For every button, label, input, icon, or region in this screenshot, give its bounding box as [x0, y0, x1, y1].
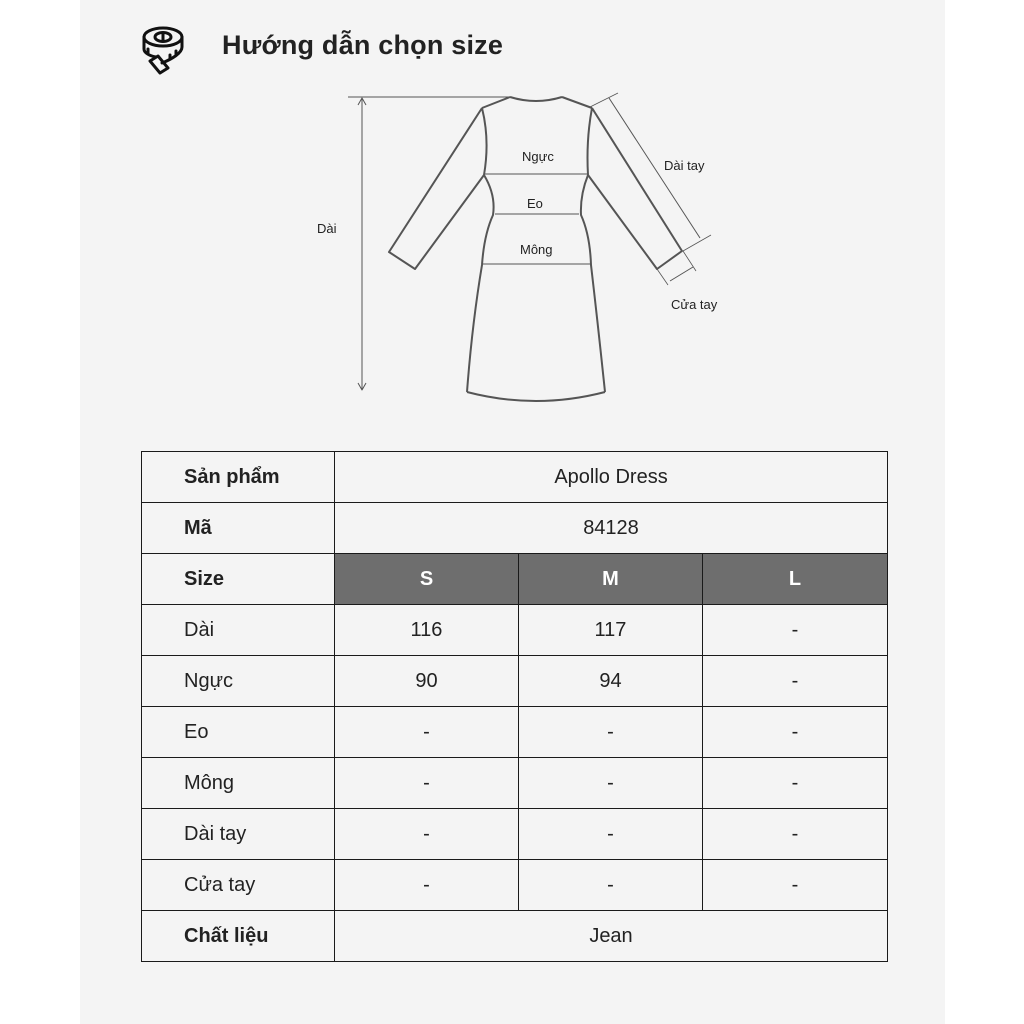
cell: -	[703, 860, 888, 911]
size-header-s: S	[335, 554, 519, 605]
row-label: Eo	[142, 707, 335, 758]
row-label: Cửa tay	[142, 860, 335, 911]
row-label: Dài tay	[142, 809, 335, 860]
table-row	[142, 605, 888, 656]
row-label: Ngực	[142, 656, 335, 707]
size-header-l: L	[703, 554, 888, 605]
row-label: Size	[142, 554, 335, 605]
cell: -	[519, 758, 703, 809]
diagram-label-sleeve-length: Dài tay	[664, 158, 705, 173]
cell: 90	[335, 656, 519, 707]
cell: 116	[335, 605, 519, 656]
cell: -	[519, 707, 703, 758]
cell: -	[703, 605, 888, 656]
cell: -	[519, 809, 703, 860]
row-label: Mông	[142, 758, 335, 809]
header	[140, 24, 186, 76]
cell: -	[703, 707, 888, 758]
cell: 94	[519, 656, 703, 707]
material-value: Jean	[335, 911, 888, 962]
cell: -	[335, 707, 519, 758]
product-code: 84128	[335, 503, 888, 554]
dress-measurement-diagram	[300, 85, 750, 415]
cell: -	[703, 758, 888, 809]
cell: -	[335, 758, 519, 809]
product-name: Apollo Dress	[335, 452, 888, 503]
measuring-tape-icon	[140, 25, 186, 75]
table-row	[142, 707, 888, 758]
table-row-product	[142, 452, 888, 503]
cell: -	[703, 809, 888, 860]
table-row-code	[142, 503, 888, 554]
diagram-label-length: Dài	[317, 221, 337, 236]
cell: -	[335, 860, 519, 911]
row-label: Dài	[142, 605, 335, 656]
table-row	[142, 758, 888, 809]
size-header-m: M	[519, 554, 703, 605]
table-row-size-header	[142, 554, 888, 605]
table-row-material	[142, 911, 888, 962]
page-title: Hướng dẫn chọn size	[222, 30, 504, 60]
cell: -	[703, 656, 888, 707]
size-table	[141, 451, 888, 962]
diagram-label-cuff: Cửa tay	[671, 297, 718, 312]
cell: -	[519, 860, 703, 911]
table-row	[142, 809, 888, 860]
diagram-label-waist: Eo	[527, 196, 543, 211]
table-row	[142, 656, 888, 707]
cell: -	[335, 809, 519, 860]
diagram-label-chest: Ngực	[522, 149, 554, 164]
row-label: Chất liệu	[142, 911, 335, 962]
diagram-label-hip: Mông	[520, 242, 553, 257]
row-label: Sản phẩm	[142, 452, 335, 503]
row-label: Mã	[142, 503, 335, 554]
cell: 117	[519, 605, 703, 656]
table-row	[142, 860, 888, 911]
